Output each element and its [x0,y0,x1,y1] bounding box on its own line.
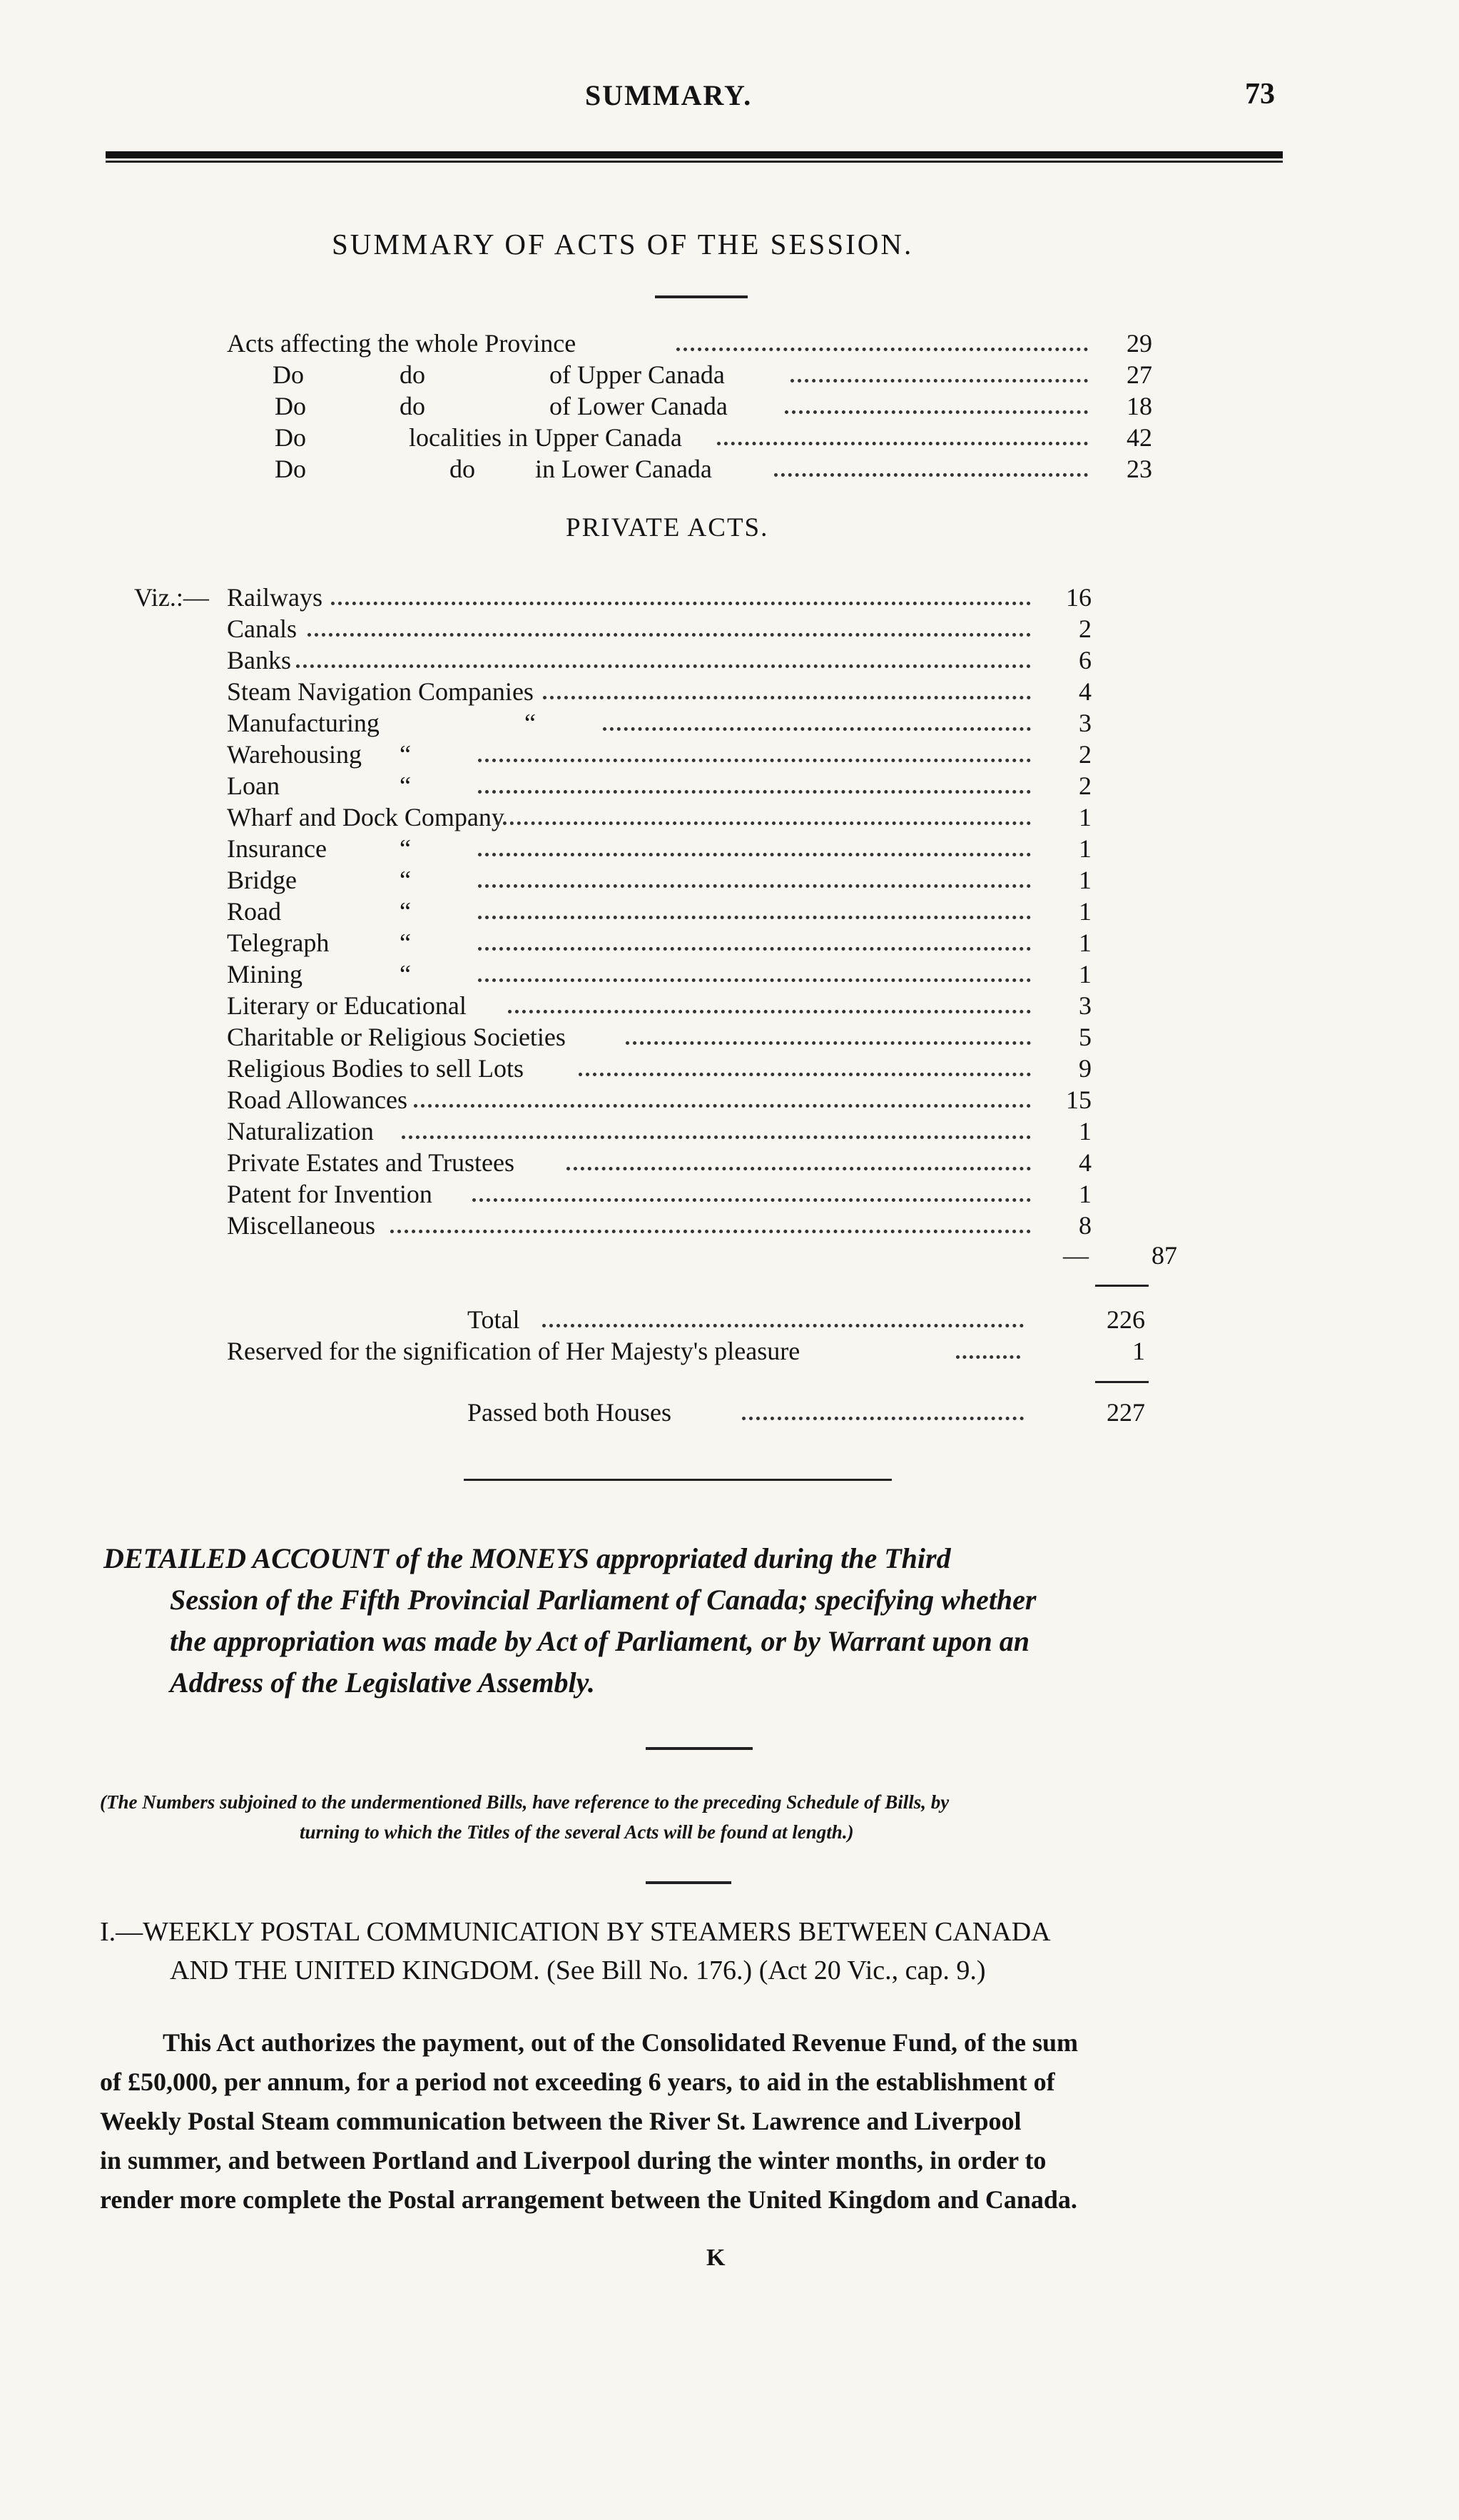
summary-row-label: Do [275,455,306,483]
leader-dots [542,1324,1024,1327]
leader-dots [676,348,1088,351]
private-act-label: Road [227,897,281,926]
passed-row [0,1397,1459,1429]
detailed-account-line: DETAILED ACCOUNT of the MONEYS appropriated during the Third [103,1542,951,1574]
private-act-count: 2 [1079,614,1092,643]
private-act-label: Steam Navigation Companies [227,677,534,706]
leader-dots [626,1041,1031,1045]
private-act-label: Religious Bodies to sell Lots [227,1054,524,1083]
private-act-label: Bridge [227,866,297,894]
leader-dots [478,916,1031,919]
reserved-row [0,1336,1459,1367]
total-rule [1095,1381,1149,1383]
total-value: 226 [1107,1305,1145,1334]
private-act-row [0,739,1459,771]
private-act-count: 6 [1079,646,1092,674]
leader-dots [566,1167,1031,1170]
leader-dots [785,410,1088,414]
summary-row-count: 42 [1127,423,1152,452]
private-act-ditto: “ [400,834,411,863]
header-thin-rule [106,161,1283,163]
summary-row [0,360,1459,391]
private-act-count: 8 [1079,1211,1092,1240]
private-act-row [0,1210,1459,1242]
detailed-account-line: Address of the Legislative Assembly. [170,1666,595,1699]
private-act-row [0,959,1459,991]
section-divider [464,1479,892,1481]
private-act-label: Railways [227,583,322,612]
summary-row-count: 18 [1127,392,1152,420]
leader-dots [956,1355,1020,1359]
leader-dots [414,1104,1031,1108]
section-paragraph-line: in summer, and between Portland and Liverpool during the winter months, in order to [100,2146,1047,2175]
private-act-row [0,771,1459,802]
private-act-row [0,802,1459,834]
header-thick-rule [106,151,1283,158]
summary-row-ditto: do [400,360,425,389]
private-act-row [0,991,1459,1022]
section-heading-line: AND THE UNITED KINGDOM. (See Bill No. 176.) (Act 20 Vic., cap. 9.) [170,1955,986,1985]
private-act-row [0,865,1459,896]
passed-label: Passed both Houses [467,1398,671,1427]
summary-row-count: 29 [1127,329,1152,358]
private-act-count: 1 [1079,834,1092,863]
leader-dots [543,696,1031,699]
leader-dots [478,790,1031,794]
leader-dots [717,442,1088,445]
leader-dots [331,602,1031,605]
private-act-row [0,1179,1459,1210]
private-acts-subtotal: 87 [1152,1241,1177,1270]
detailed-account-line: the appropriation was made by Act of Parliament, or by Warrant upon an [170,1625,1030,1657]
section-paragraph-line: This Act authorizes the payment, out of the Consolidated Revenue Fund, of the sum [163,2028,1079,2057]
leader-dots [307,633,1031,637]
private-act-row [0,834,1459,865]
private-act-label: Literary or Educational [227,991,467,1020]
private-act-label: Insurance [227,834,327,863]
private-acts-heading: PRIVATE ACTS. [566,513,769,542]
private-act-count: 3 [1079,991,1092,1020]
private-act-label: Loan [227,771,280,800]
summary-row [0,422,1459,454]
summary-row-count: 27 [1127,360,1152,389]
private-act-ditto: “ [400,928,411,957]
private-act-row [0,1116,1459,1148]
private-act-row [0,1148,1459,1179]
private-act-row [0,582,1459,614]
summary-row-detail: localities in Upper Canada [409,423,682,452]
reference-note-line: (The Numbers subjoined to the undermentioned Bills, have reference to the preceding Schedule of Bills, by [100,1791,950,1813]
private-act-row [0,1085,1459,1116]
total-label: Total [467,1305,520,1334]
section-paragraph-line: render more complete the Postal arrangement between the United Kingdom and Canada. [100,2185,1077,2214]
subtotal-dash: — [1063,1241,1089,1270]
private-act-row [0,896,1459,928]
private-act-count: 9 [1079,1054,1092,1083]
detail-divider [646,1747,753,1750]
private-act-label: Manufacturing [227,709,380,737]
private-act-label: Miscellaneous [227,1211,375,1240]
private-act-row [0,645,1459,677]
summary-row [0,328,1459,360]
leader-dots [508,1010,1031,1013]
leader-dots [478,978,1031,982]
signature-mark: K [706,2245,726,2271]
private-act-count: 4 [1079,677,1092,706]
private-act-label: Wharf and Dock Company [227,803,504,831]
summary-heading: SUMMARY OF ACTS OF THE SESSION. [332,228,914,260]
detailed-account-line: Session of the Fifth Provincial Parliament of Canada; specifying whether [170,1584,1037,1616]
private-act-label: Canals [227,614,297,643]
private-act-count: 1 [1079,897,1092,926]
private-act-row [0,1022,1459,1053]
private-act-count: 1 [1079,866,1092,894]
leader-dots [774,473,1088,477]
private-act-count: 1 [1079,928,1092,957]
leader-dots [478,853,1031,856]
private-act-count: 5 [1079,1023,1092,1051]
private-act-count: 15 [1066,1086,1092,1114]
private-act-ditto: “ [400,740,411,769]
leader-dots [603,727,1031,731]
private-act-count: 1 [1079,803,1092,831]
leader-dots [478,884,1031,888]
private-act-ditto: “ [400,960,411,988]
section-paragraph-line: of £50,000, per annum, for a period not exceeding 6 years, to aid in the establishment of [100,2068,1055,2096]
summary-row [0,454,1459,485]
private-act-label: Mining [227,960,303,988]
private-act-count: 1 [1079,960,1092,988]
summary-row-label: Do [273,360,304,389]
private-act-label: Charitable or Religious Societies [227,1023,566,1051]
private-act-count: 2 [1079,740,1092,769]
private-act-count: 16 [1066,583,1092,612]
leader-dots [478,759,1031,762]
passed-value: 227 [1107,1398,1145,1427]
private-act-row [0,708,1459,739]
private-act-count: 3 [1079,709,1092,737]
section-heading-line: I.—WEEKLY POSTAL COMMUNICATION BY STEAMERS BETWEEN CANADA [100,1917,1051,1947]
private-act-label: Patent for Invention [227,1180,432,1208]
leader-dots [390,1230,1031,1233]
private-act-ditto: “ [400,897,411,926]
summary-divider [655,295,748,298]
summary-row-ditto: do [400,392,425,420]
leader-dots [742,1417,1024,1420]
summary-row-count: 23 [1127,455,1152,483]
leader-dots [478,947,1031,951]
private-act-row [0,614,1459,645]
private-act-ditto: “ [400,771,411,800]
private-act-count: 1 [1079,1117,1092,1145]
reference-note-line: turning to which the Titles of the several Acts will be found at length.) [300,1821,854,1843]
leader-dots [472,1198,1031,1202]
private-act-label: Warehousing [227,740,362,769]
private-act-label: Road Allowances [227,1086,407,1114]
viz-prefix: Viz.:— [134,583,209,612]
private-act-row [0,1053,1459,1085]
private-act-ditto: “ [524,709,536,737]
leader-dots [790,379,1088,383]
summary-row-detail: of Lower Canada [549,392,728,420]
private-act-count: 2 [1079,771,1092,800]
summary-row-label: Do [275,423,306,452]
summary-row-detail: of Upper Canada [549,360,725,389]
private-act-row [0,928,1459,959]
leader-dots [402,1135,1031,1139]
private-act-label: Telegraph [227,928,330,957]
summary-row-label: Acts affecting the whole Province [227,329,576,358]
leader-dots [296,664,1031,668]
page-number: 73 [1245,78,1275,111]
leader-dots [579,1073,1031,1076]
private-act-ditto: “ [400,866,411,894]
private-act-label: Naturalization [227,1117,374,1145]
private-act-label: Banks [227,646,291,674]
summary-row [0,391,1459,422]
reserved-label: Reserved for the signification of Her Majesty's pleasure [227,1337,800,1365]
subtotal-rule [1095,1285,1149,1287]
summary-row-ditto: do [449,455,475,483]
running-header-title: SUMMARY. [585,79,753,111]
private-act-count: 4 [1079,1148,1092,1177]
note-divider [646,1881,731,1884]
summary-row-label: Do [275,392,306,420]
section-paragraph-line: Weekly Postal Steam communication between the River St. Lawrence and Liverpool [100,2107,1022,2135]
total-row [0,1305,1459,1336]
private-act-count: 1 [1079,1180,1092,1208]
reserved-value: 1 [1132,1337,1145,1365]
summary-row-detail: in Lower Canada [535,455,712,483]
private-act-label: Private Estates and Trustees [227,1148,514,1177]
leader-dots [496,821,1031,825]
private-act-row [0,677,1459,708]
